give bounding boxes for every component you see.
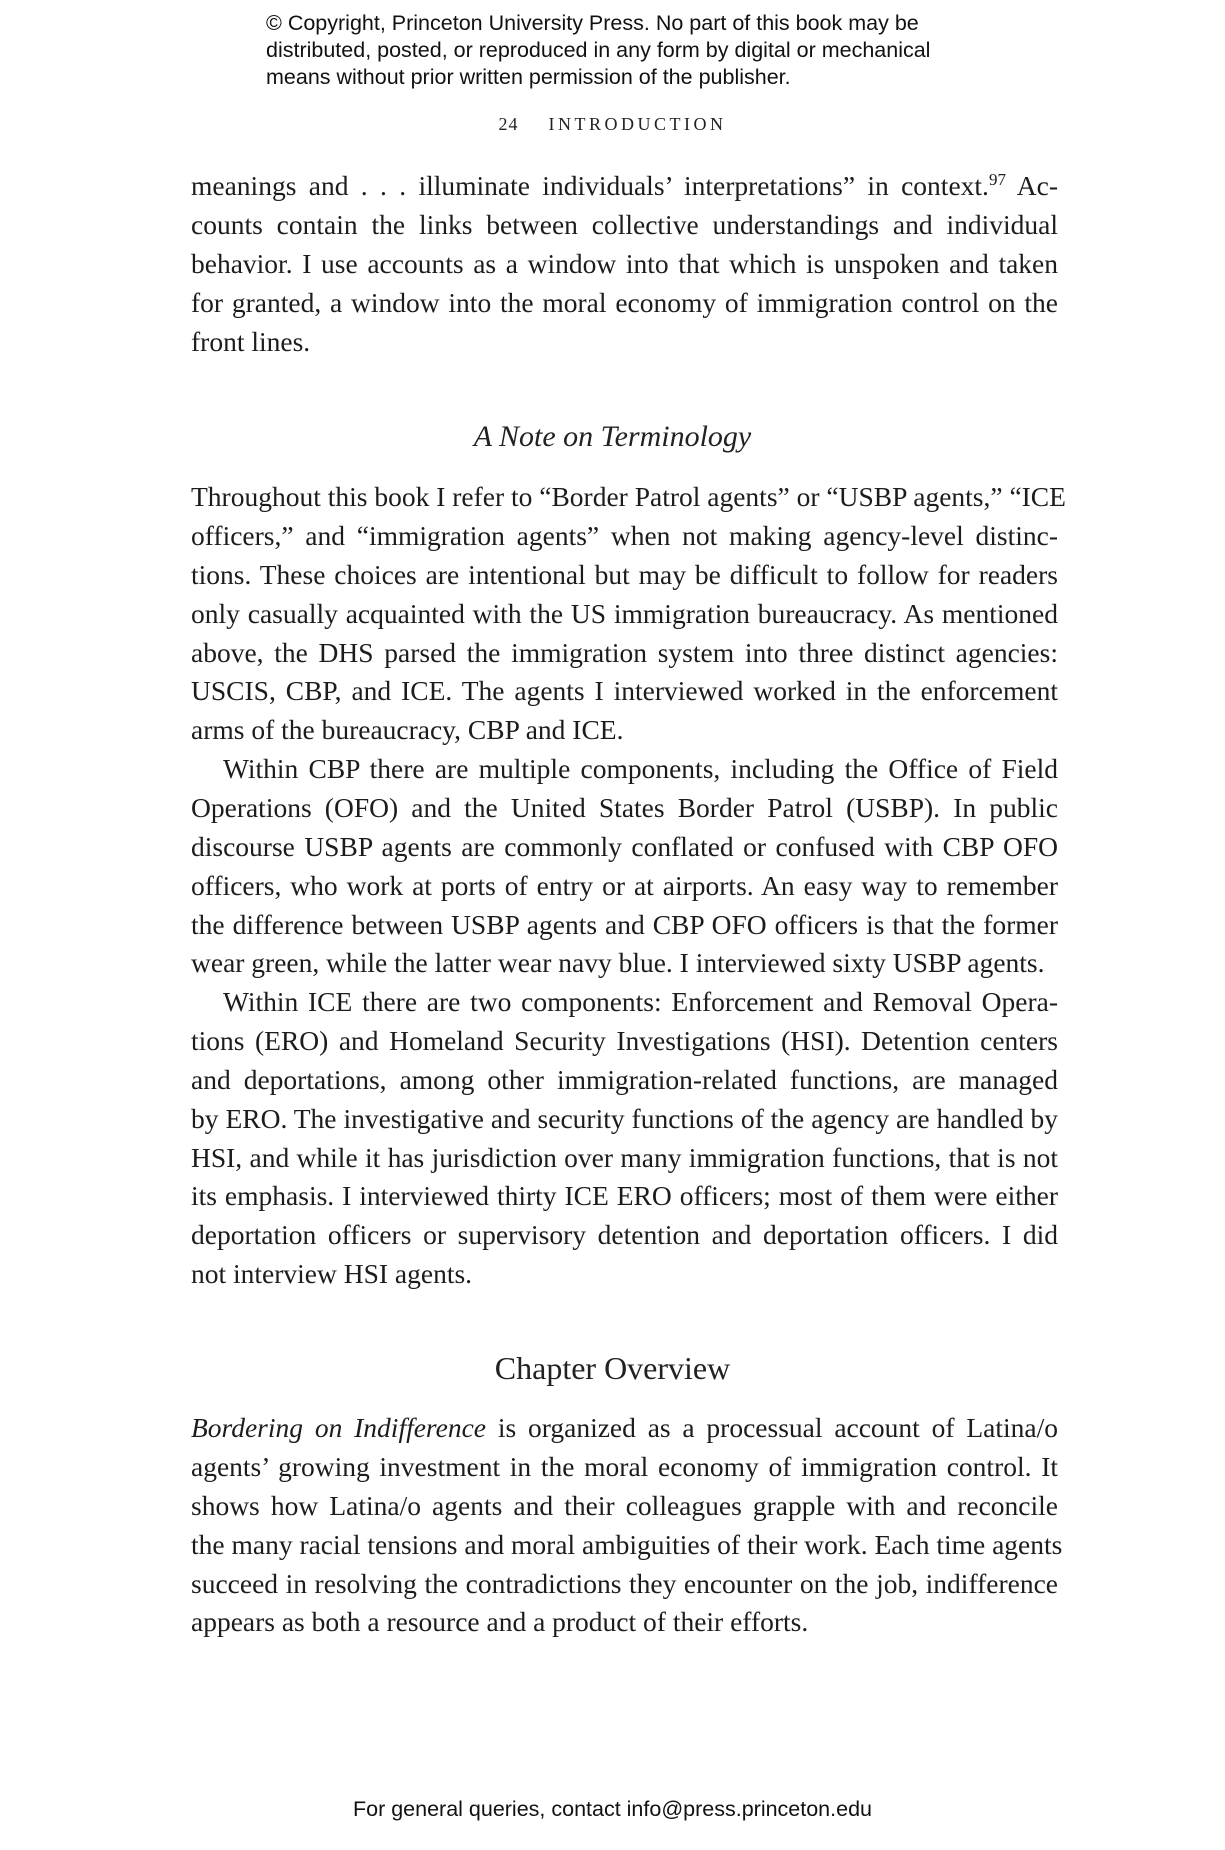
copyright-notice bbox=[266, 10, 986, 91]
footnote-ref: 97 bbox=[988, 170, 1006, 189]
text-line: Within ICE there are two components: Enforcement and Removal Opera- bbox=[223, 986, 1058, 1017]
section-heading-chapter-overview: Chapter Overview bbox=[494, 1350, 731, 1386]
text-line: tions. These choices are intentional but may be difficult to follow for readers bbox=[191, 558, 1058, 590]
text-line: the many racial tensions and moral ambiguities of their work. Each time agents bbox=[191, 1528, 1063, 1560]
text-line: its emphasis. I interviewed thirty ICE ERO officers; most of them were either bbox=[191, 1180, 1058, 1212]
text-line: deportation officers or supervisory detention and deportation officers. I did bbox=[191, 1219, 1058, 1251]
text-line: USCIS, CBP, and ICE. The agents I interviewed worked in the enforcement bbox=[191, 675, 1058, 707]
text-line: HSI, and while it has jurisdiction over many immigration functions, that is not bbox=[191, 1141, 1058, 1173]
text-line: officers, who work at ports of entry or at airports. An easy way to remember bbox=[191, 869, 1058, 901]
text-line: front lines. bbox=[191, 325, 311, 357]
text-line: for granted, a window into the moral economy of immigration control on the bbox=[191, 286, 1058, 318]
contact-footer: For general queries, contact info@press.princeton.edu bbox=[352, 1797, 872, 1821]
text-line: shows how Latina/o agents and their colleagues grapple with and reconcile bbox=[191, 1489, 1058, 1521]
text-line: by ERO. The investigative and security functions of the agency are handled by bbox=[191, 1102, 1058, 1134]
text-line: Operations (OFO) and the United States Border Patrol (USBP). In public bbox=[191, 791, 1058, 823]
text-line: discourse USBP agents are commonly conflated or confused with CBP OFO bbox=[191, 830, 1058, 862]
text-line: the difference between USBP agents and CBP OFO officers is that the former bbox=[191, 908, 1058, 940]
text-line: counts contain the links between collective understandings and individual bbox=[191, 208, 1058, 240]
running-title: INTRODUCTION bbox=[548, 114, 727, 134]
text-line: wear green, while the latter wear navy blue. I interviewed sixty USBP agents. bbox=[191, 947, 1045, 979]
running-head bbox=[0, 114, 1225, 135]
text-line: officers,” and “immigration agents” when not making agency-level distinc- bbox=[191, 519, 1058, 551]
text-line: Bordering on Indifference is organized as a processual account of Latina/o bbox=[191, 1412, 1058, 1443]
text-line: tions (ERO) and Homeland Security Investigations (HSI). Detention centers bbox=[191, 1024, 1058, 1056]
text-line: arms of the bureaucracy, CBP and ICE. bbox=[191, 714, 624, 746]
text-line: agents’ growing investment in the moral economy of immigration control. It bbox=[191, 1450, 1058, 1482]
copyright-line: © Copyright, Princeton University Press. No part of this book may be bbox=[266, 11, 919, 35]
copyright-line: distributed, posted, or reproduced in any form by digital or mechanical bbox=[266, 38, 931, 62]
section-heading-terminology: A Note on Terminology bbox=[473, 420, 752, 453]
text-line: Within CBP there are multiple components, including the Office of Field bbox=[223, 753, 1058, 784]
text-line: succeed in resolving the contradictions they encounter on the job, indifference bbox=[191, 1567, 1058, 1599]
text-line: Throughout this book I refer to “Border Patrol agents” or “USBP agents,” “ICE bbox=[191, 481, 1066, 512]
text-line: not interview HSI agents. bbox=[191, 1258, 473, 1290]
terminology-paragraph-2 bbox=[191, 750, 1058, 983]
text-line: and deportations, among other immigration-related functions, are managed bbox=[191, 1063, 1058, 1095]
page-number: 24 bbox=[498, 114, 519, 134]
overview-paragraph bbox=[191, 1409, 1063, 1642]
intro-paragraph bbox=[191, 167, 1058, 361]
text-line: above, the DHS parsed the immigration system into three distinct agencies: bbox=[191, 636, 1058, 668]
text-line: only casually acquainted with the US immigration bureaucracy. As mentioned bbox=[191, 597, 1058, 629]
copyright-line: means without prior written permission of the publisher. bbox=[266, 65, 791, 89]
book-title: Bordering on Indifference bbox=[191, 1412, 486, 1443]
terminology-paragraph-3 bbox=[191, 983, 1058, 1294]
text-line: appears as both a resource and a product of their efforts. bbox=[191, 1606, 809, 1638]
text-line: behavior. I use accounts as a window into that which is unspoken and taken bbox=[191, 247, 1058, 279]
text-line: meanings and . . . illuminate individuals’ interpretations” in context.$^{97}$ Ac- bbox=[191, 170, 1058, 201]
terminology-paragraph-1 bbox=[191, 478, 1066, 750]
